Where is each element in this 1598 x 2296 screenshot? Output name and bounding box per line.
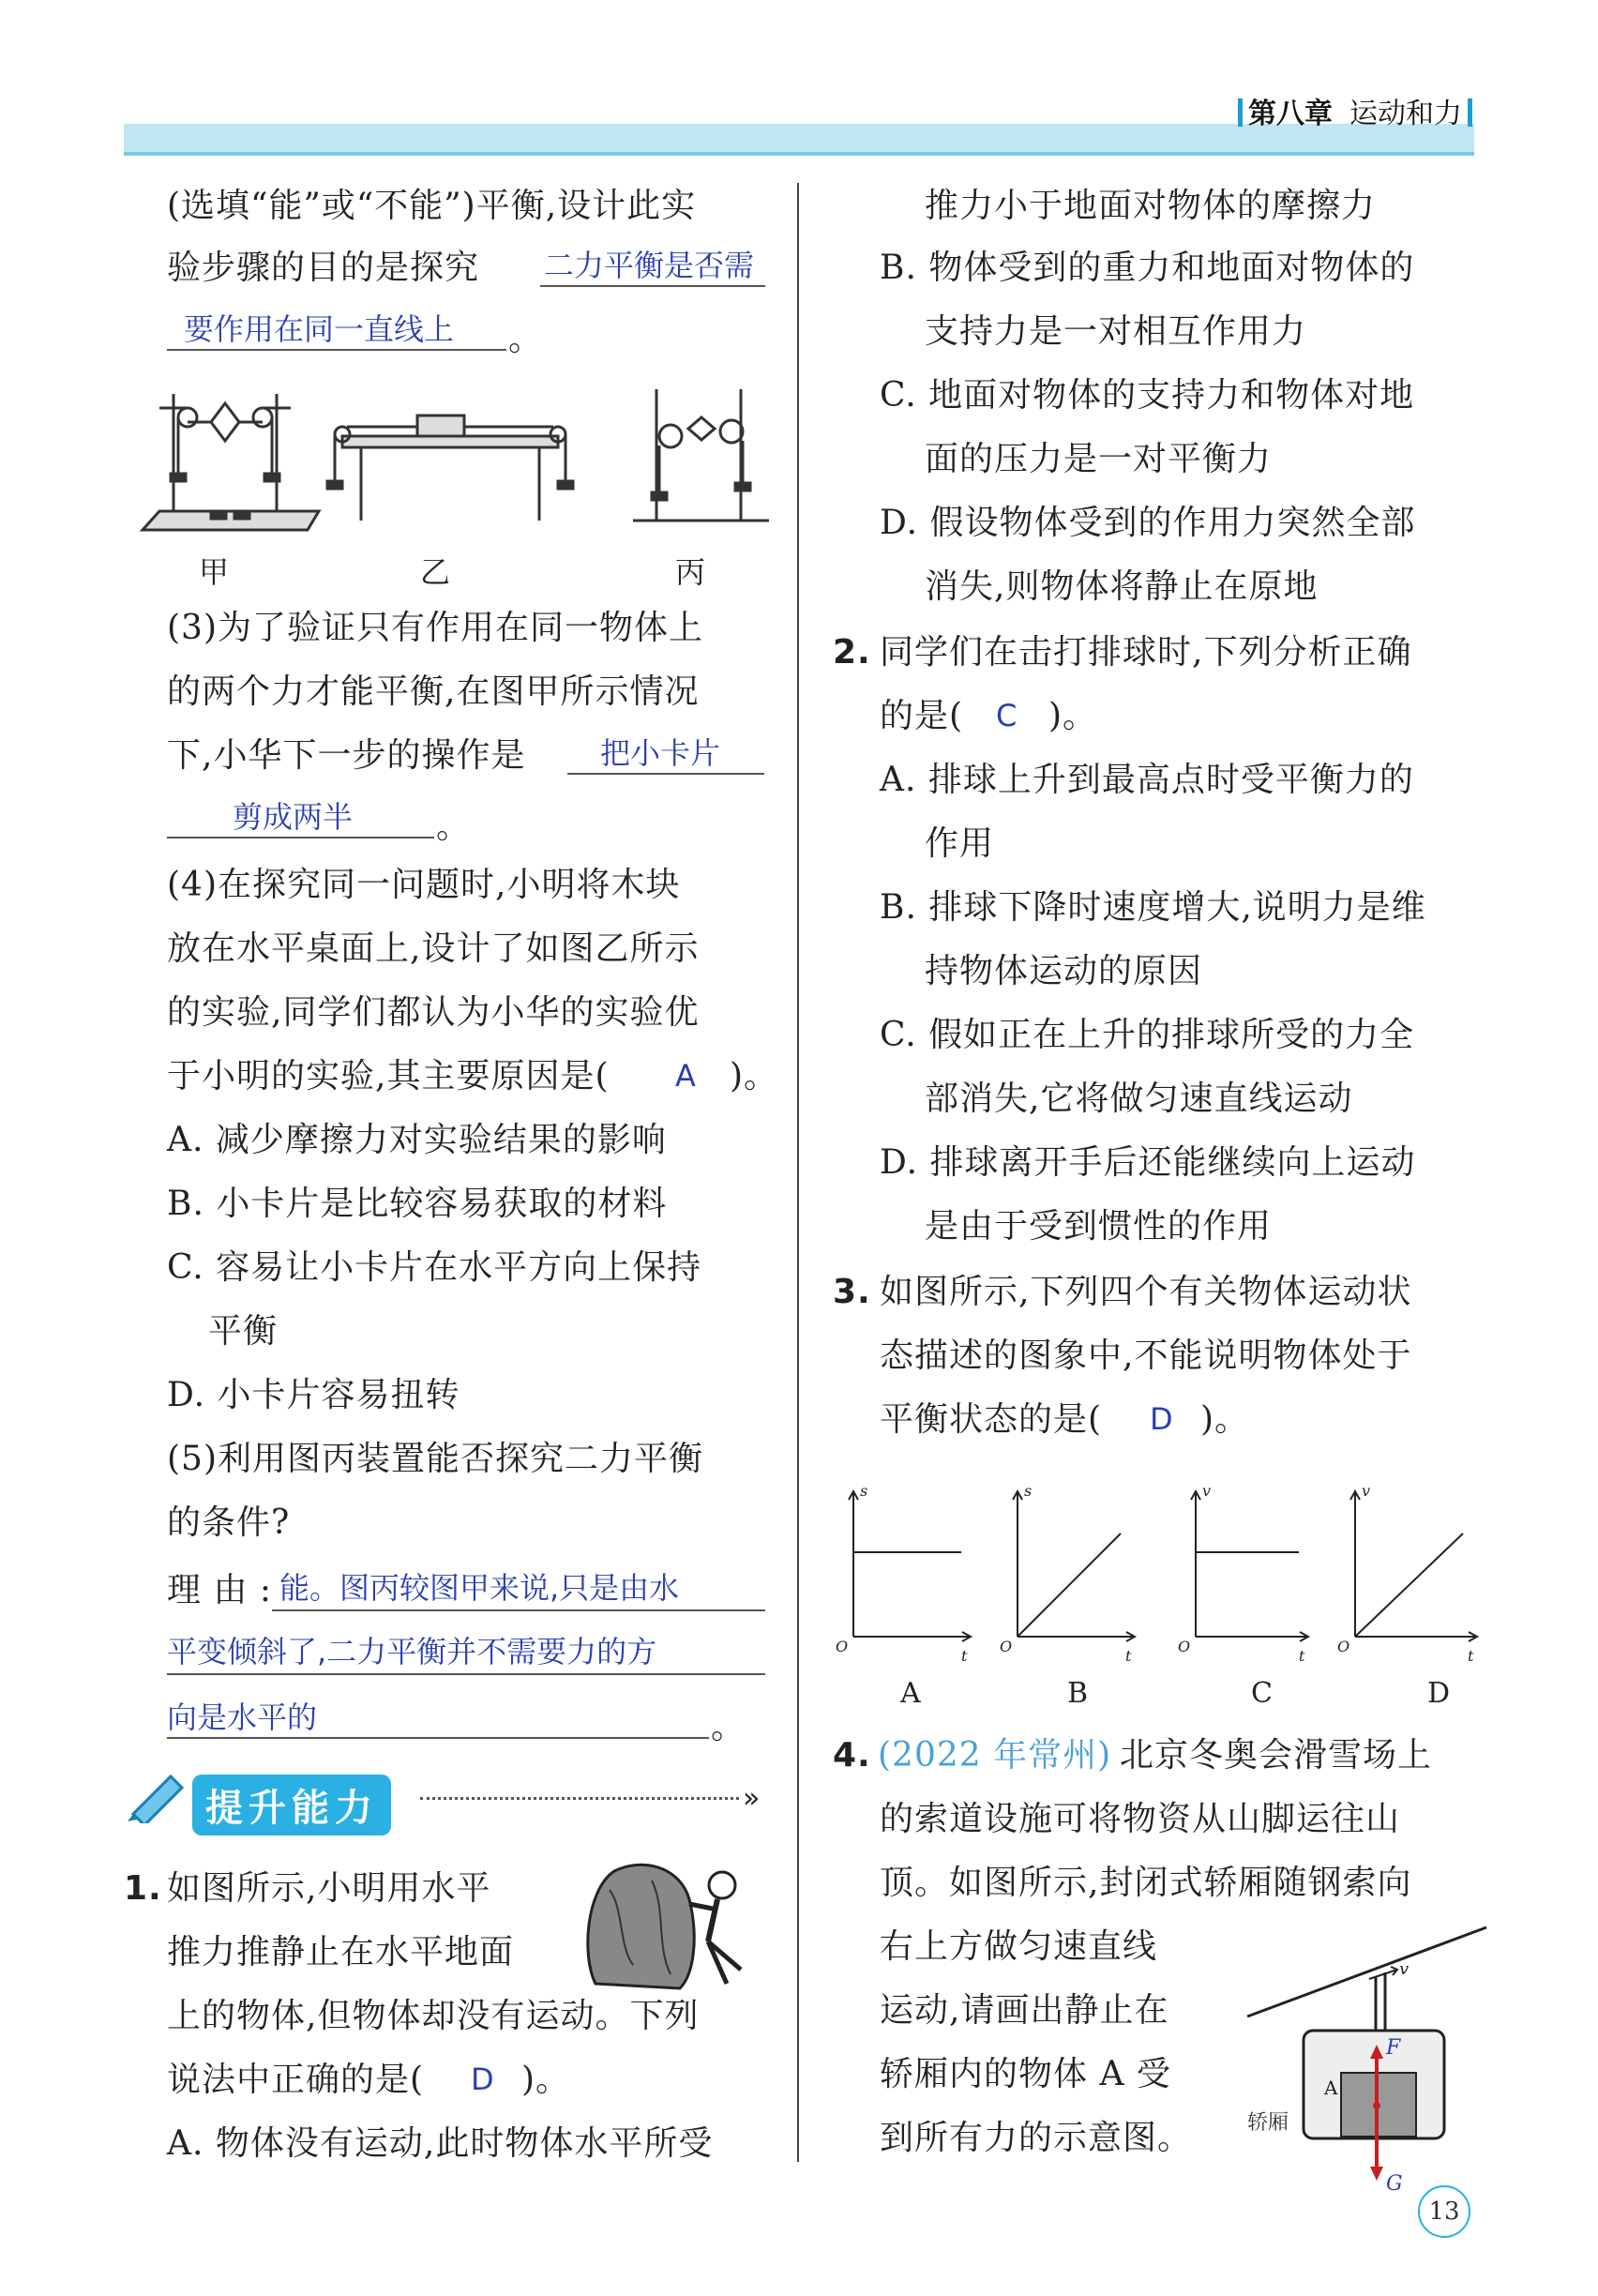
text-line: 。 [508,320,544,358]
text-line: 下,小华下一步的操作是 [167,736,526,775]
graph-label-c: C [1251,1677,1273,1710]
text-line: 的两个力才能平衡,在图甲所示情况 [167,672,700,711]
text-line: 。 [711,1708,746,1746]
text-line: 右上方做匀速直线 [880,1927,1158,1966]
option-c-cont: 部消失,它将做匀速直线运动 [925,1080,1353,1118]
section-dotted-rule [420,1797,739,1800]
question-number: 2. [833,633,871,672]
option-d: D. 排球离开手后还能继续向上运动 [880,1143,1416,1182]
chapter-number: 第八章 [1248,98,1333,130]
figure-label-jia: 甲 [199,554,230,590]
graph-label-d: D [1427,1677,1451,1710]
reason-label: 理 由 : [167,1571,273,1609]
graph-c-x-label: t [1299,1647,1305,1665]
answer-underline [167,1737,709,1739]
text-line: 顶。如图所示,封闭式轿厢随钢索向 [880,1864,1412,1902]
text-line: )。 [521,2061,571,2099]
text-line: 轿厢内的物体 A 受 [880,2055,1171,2093]
graph-b-x-label: t [1125,1647,1132,1665]
section-title: 提升能力 [192,1775,391,1835]
figure-label-bing: 丙 [675,554,706,590]
answer-text: 能。图丙较图甲来说,只是由水 [279,1570,680,1606]
figure-label-yi: 乙 [420,554,451,590]
question-number: 1. [124,1869,162,1908]
text-line: 的条件? [167,1503,291,1542]
text-line: 平衡状态的是( [880,1400,1103,1439]
graph-label-b: B [1067,1677,1089,1710]
answer-text: 向是水平的 [167,1699,318,1735]
graph-d-x-label: t [1468,1647,1474,1665]
cable-car-figure [1238,1918,1491,2199]
option-c: C. 假如正在上升的排球所受的力全 [880,1016,1415,1054]
text-line: 北京冬奥会滑雪场上 [1120,1736,1433,1775]
graph-d-y-label: v [1362,1482,1371,1500]
graph-b-y-label: s [1024,1482,1033,1500]
text-line: 如图所示,下列四个有关物体运动状 [880,1273,1412,1311]
option-b: B. 小卡片是比较容易获取的材料 [167,1185,668,1223]
text-line: )。 [1048,697,1098,735]
graph-a-origin: O [836,1638,849,1655]
text-line: (选填“能”或“不能”)平衡,设计此实 [167,187,697,225]
answer-text: 要作用在同一直线上 [184,311,455,347]
option-b-cont: 持物体运动的原因 [925,952,1203,990]
text-line: 推力小于地面对物体的摩擦力 [925,187,1377,225]
text-line: 运动,请画出静止在 [880,1991,1169,2030]
graph-label-a: A [900,1677,921,1710]
text-line: 同学们在击打排球时,下列分析正确 [880,633,1412,672]
pencil-icon [124,1767,189,1823]
option-d: D. 小卡片容易扭转 [167,1376,460,1414]
object-a-label: A [1324,2077,1338,2099]
answer-underline [540,285,765,287]
chapter-title: 运动和力 [1349,98,1462,130]
header-rule [124,152,1474,156]
answer-text: 二力平衡是否需 [544,248,755,283]
push-rock-illustration [577,1852,764,1993]
question-source: (2022 年常州) [878,1736,1112,1775]
apparatus-figures [131,380,778,549]
graph-c-y-label: v [1202,1482,1212,1500]
option-d-cont: 消失,则物体将静止在原地 [925,567,1319,606]
velocity-label: v [1399,1959,1410,1979]
text-line: 放在水平桌面上,设计了如图乙所示 [167,929,700,968]
option-b: B. 排球下降时速度增大,说明力是维 [880,888,1426,927]
option-c-cont: 平衡 [208,1312,279,1351]
text-line: 的索道设施可将物资从山脚运往山 [880,1800,1401,1838]
graph-c-origin: O [1178,1638,1191,1655]
text-line: 态描述的图象中,不能说明物体处于 [880,1337,1412,1375]
option-d: D. 假设物体受到的作用力突然全部 [880,504,1416,542]
question-number: 3. [833,1273,871,1311]
answer-text: 把小卡片 [600,735,721,771]
option-b-cont: 支持力是一对相互作用力 [925,312,1307,351]
text-line: (4)在探究同一问题时,小明将木块 [167,866,681,904]
text-line: 。 [436,808,472,846]
answer-underline [167,349,506,351]
column-divider [797,183,799,2162]
graph-b-origin: O [1000,1638,1013,1655]
option-a: A. 减少摩擦力对实验结果的影响 [167,1121,667,1159]
force-f-label: F [1386,2036,1401,2060]
choice-answer: D [471,2062,494,2097]
answer-text: 剪成两半 [233,799,354,835]
chapter-header [1232,90,1478,131]
option-c: C. 地面对物体的支持力和物体对地 [880,376,1415,415]
answer-underline [167,1673,765,1675]
graph-d-origin: O [1337,1638,1350,1655]
option-a-cont: 作用 [925,824,995,863]
double-chevron-icon: » [743,1782,761,1815]
text-line: 于小明的实验,其主要原因是( [167,1057,610,1095]
graph-a-x-label: t [961,1647,968,1665]
text-line: 推力推静止在水平地面 [167,1933,515,1971]
answer-underline [272,1609,765,1611]
motion-graphs [830,1477,1486,1665]
text-line: )。 [1200,1400,1250,1439]
option-c: C. 容易让小卡片在水平方向上保持 [167,1248,702,1287]
graph-a-y-label: s [860,1482,868,1500]
choice-answer: C [996,698,1018,733]
answer-text: 平变倾斜了,二力平衡并不需要力的方 [167,1634,657,1669]
text-line: 如图所示,小明用水平 [167,1869,491,1908]
option-b: B. 物体受到的重力和地面对物体的 [880,249,1415,287]
cabin-label: 轿厢 [1247,2111,1289,2135]
option-a: A. 排球上升到最高点时受平衡力的 [880,761,1414,799]
question-number: 4. [833,1736,871,1775]
text-line: 验步骤的目的是探究 [167,249,480,287]
option-a: A. 物体没有运动,此时物体水平所受 [167,2124,714,2163]
text-line: 说法中正确的是( [167,2061,425,2099]
choice-answer: D [1150,1401,1173,1437]
text-line: )。 [730,1057,779,1095]
text-line: 的实验,同学们都认为小华的实验优 [167,993,700,1032]
page-number: 13 [1418,2185,1470,2238]
answer-underline [167,837,434,838]
force-g-label: G [1386,2172,1403,2196]
option-d-cont: 是由于受到惯性的作用 [925,1207,1273,1246]
text-line: (3)为了验证只有作用在同一物体上 [167,609,703,647]
text-line: 上的物体,但物体却没有运动。下列 [167,1997,700,2035]
text-line: (5)利用图丙装置能否探究二力平衡 [167,1440,703,1478]
text-line: 到所有力的示意图。 [880,2119,1193,2157]
choice-answer: A [675,1058,696,1094]
answer-underline [567,773,764,775]
option-c-cont: 面的压力是一对平衡力 [925,440,1273,478]
text-line: 的是( [880,697,964,735]
